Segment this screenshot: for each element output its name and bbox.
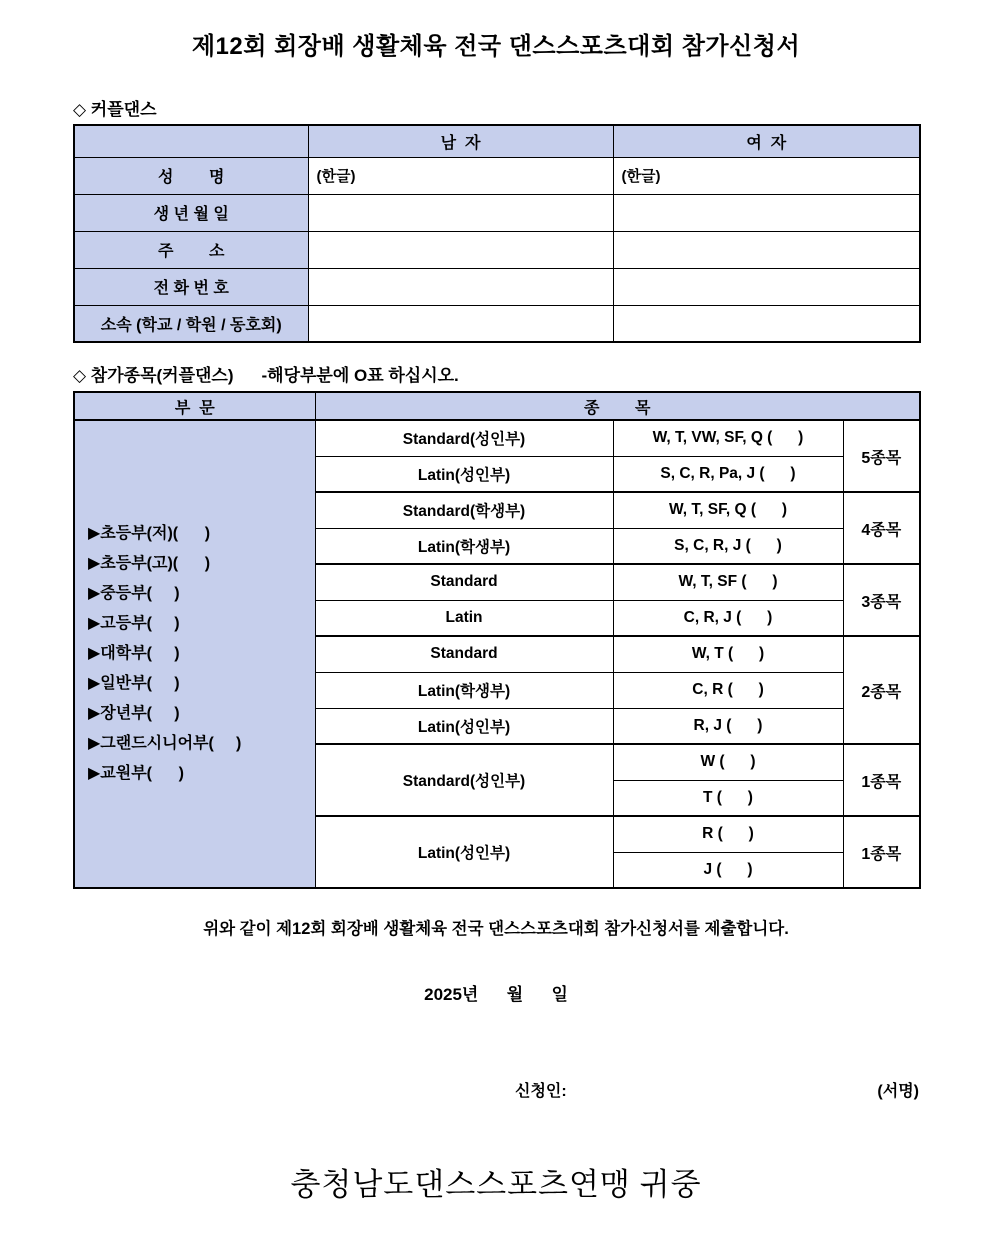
event-name-cell: Latin(성인부) [315, 708, 613, 744]
name-female-field[interactable]: (한글) [613, 157, 920, 194]
dance-list-cell: S, C, R, Pa, J ( ) [613, 456, 843, 492]
signature-label: (서명) [877, 1083, 919, 1100]
dance-list-cell: W, T ( ) [613, 636, 843, 672]
division-item-general: ▶일반부( ) [88, 675, 180, 692]
event-name-cell: Standard [315, 636, 613, 672]
page-title: 제12회 회장배 생활체육 전국 댄스스포츠대회 참가신청서 [191, 33, 801, 60]
events-header-row [74, 392, 920, 420]
row-label-affiliation: 소속 (학교 / 학원 / 동호회) [74, 305, 308, 342]
event-count-cell: 4종목 [843, 492, 920, 564]
submission-statement: 위와 같이 제12회 회장배 생활체육 전국 댄스스포츠대회 참가신청서를 제출합니다. [203, 920, 789, 938]
event-row [74, 420, 920, 456]
event-name-cell: Latin(학생부) [315, 528, 613, 564]
applicant-label: 신청인: [515, 1083, 567, 1100]
date-line: 2025년 월 일 [424, 985, 568, 1004]
divisions-list-cell [74, 420, 315, 888]
dance-list-cell: R ( ) [613, 816, 843, 852]
dance-list-cell: W, T, VW, SF, Q ( ) [613, 420, 843, 456]
phone-female-field[interactable] [613, 268, 920, 305]
event-count-cell: 5종목 [843, 420, 920, 492]
event-name-cell: Standard(성인부) [315, 420, 613, 456]
event-name-cell: Latin(학생부) [315, 672, 613, 708]
event-name-cell: Latin(성인부) [315, 456, 613, 492]
name-male-field[interactable]: (한글) [308, 157, 613, 194]
address-male-field[interactable] [308, 231, 613, 268]
events-instruction-text: -해당부분에 O표 하십시오. [261, 366, 459, 385]
event-name-cell: Standard(학생부) [315, 492, 613, 528]
table-row-address [74, 231, 920, 268]
events-heading-text: ◇ 참가종목(커플댄스) [73, 366, 234, 385]
birthdate-female-field[interactable] [613, 194, 920, 231]
couple-dance-heading-text: ◇ 커플댄스 [73, 100, 157, 119]
birthdate-male-field[interactable] [308, 194, 613, 231]
event-count-cell: 1종목 [843, 744, 920, 816]
dance-list-cell: W, T, SF, Q ( ) [613, 492, 843, 528]
dance-list-cell: W ( ) [613, 744, 843, 780]
division-item-middle-school: ▶중등부( ) [88, 585, 180, 602]
table-row-name [74, 157, 920, 194]
male-column-header: 남 자 [308, 125, 613, 157]
division-header-cell: 부 문 [74, 392, 315, 420]
division-item-teachers: ▶교원부( ) [88, 765, 185, 782]
table-row-birthdate [74, 194, 920, 231]
division-item-grand-senior: ▶그랜드시니어부( ) [88, 735, 242, 752]
dance-list-cell: R, J ( ) [613, 708, 843, 744]
table-row-phone [74, 268, 920, 305]
affiliation-female-field[interactable] [613, 305, 920, 342]
female-column-header: 여 자 [613, 125, 920, 157]
events-section-heading [73, 365, 919, 387]
event-name-cell: Latin [315, 600, 613, 636]
division-item-high-school: ▶고등부( ) [88, 615, 180, 632]
event-name-cell: Standard [315, 564, 613, 600]
event-name-cell: Latin(성인부) [315, 816, 613, 888]
dance-list-cell: C, R ( ) [613, 672, 843, 708]
dance-list-cell: C, R, J ( ) [613, 600, 843, 636]
division-item-senior: ▶장년부( ) [88, 705, 180, 722]
info-header-row [74, 125, 920, 157]
division-item-university: ▶대학부( ) [88, 645, 180, 662]
couple-info-table [73, 124, 921, 343]
dance-list-cell: W, T, SF ( ) [613, 564, 843, 600]
row-label-name: 성 명 [74, 157, 308, 194]
info-header-blank-cell [74, 125, 308, 157]
events-header-cell: 종 목 [315, 392, 920, 420]
dance-list-cell: S, C, R, J ( ) [613, 528, 843, 564]
event-count-cell: 2종목 [843, 636, 920, 744]
event-count-cell: 1종목 [843, 816, 920, 888]
row-label-phone: 전 화 번 호 [74, 268, 308, 305]
phone-male-field[interactable] [308, 268, 613, 305]
row-label-birthdate: 생 년 월 일 [74, 194, 308, 231]
event-count-cell: 3종목 [843, 564, 920, 636]
event-name-cell: Standard(성인부) [315, 744, 613, 816]
address-female-field[interactable] [613, 231, 920, 268]
division-item-elementary-lower: ▶초등부(저)( ) [88, 525, 211, 542]
table-row-affiliation [74, 305, 920, 342]
couple-dance-heading [73, 99, 919, 121]
recipient-line: 충청남도댄스스포츠연맹 귀중 [290, 1167, 702, 1202]
dance-list-cell: J ( ) [613, 852, 843, 888]
events-table [73, 391, 921, 889]
signature-line [73, 1078, 919, 1100]
row-label-address: 주 소 [74, 231, 308, 268]
division-item-elementary-upper: ▶초등부(고)( ) [88, 555, 211, 572]
affiliation-male-field[interactable] [308, 305, 613, 342]
dance-list-cell: T ( ) [613, 780, 843, 816]
